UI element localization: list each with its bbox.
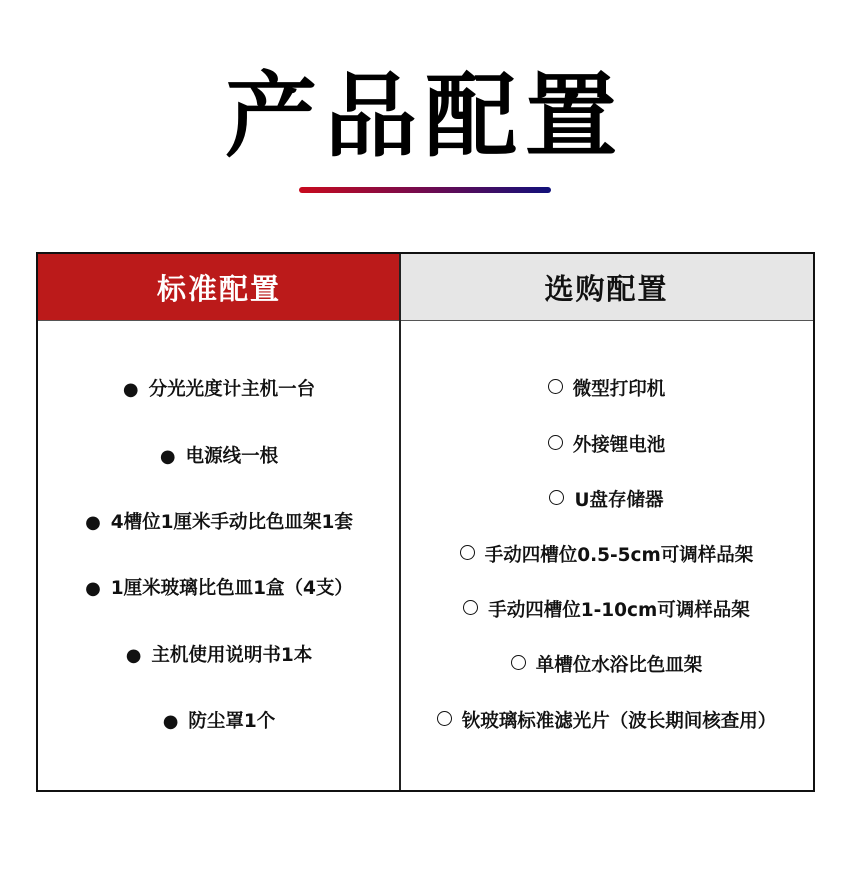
filled-bullet-icon: ●	[125, 645, 142, 666]
hollow-bullet-icon	[548, 379, 563, 394]
filled-bullet-icon: ●	[85, 512, 101, 533]
title-underline	[299, 187, 551, 193]
list-item: ● 分光光度计主机一台	[122, 379, 316, 400]
hollow-bullet-icon	[460, 545, 475, 560]
list-item: ● 主机使用说明书1本	[125, 645, 313, 666]
list-item: ● 4槽位1厘米手动比色皿架1套	[85, 512, 353, 533]
filled-bullet-icon: ●	[122, 379, 139, 400]
hollow-bullet-icon	[511, 655, 526, 670]
hollow-bullet-icon	[549, 490, 564, 505]
optional-config-header: 选购配置	[400, 254, 813, 321]
page-title: 产品配置	[224, 63, 625, 170]
filled-bullet-icon: ●	[85, 578, 101, 599]
list-item: 单槽位水浴比色皿架	[400, 654, 813, 678]
list-item: 手动四槽位0.5-5cm可调样品架	[400, 544, 813, 568]
configuration-table	[36, 252, 815, 792]
list-item: 手动四槽位1-10cm可调样品架	[400, 599, 813, 623]
list-item: 外接锂电池	[400, 434, 813, 458]
list-item: ● 电源线一根	[159, 446, 279, 467]
list-item: ● 1厘米玻璃比色皿1盒（4支）	[85, 578, 353, 599]
hollow-bullet-icon	[437, 711, 452, 726]
list-item: 微型打印机	[400, 378, 813, 402]
list-item: 钬玻璃标准滤光片（波长期间核查用）	[400, 710, 813, 734]
standard-config-header: 标准配置	[38, 254, 400, 321]
hollow-bullet-icon	[463, 600, 478, 615]
hollow-bullet-icon	[548, 435, 563, 450]
list-item: U盘存储器	[400, 489, 813, 513]
list-item: ● 防尘罩1个	[162, 711, 276, 732]
filled-bullet-icon: ●	[162, 711, 179, 732]
filled-bullet-icon: ●	[159, 446, 176, 467]
